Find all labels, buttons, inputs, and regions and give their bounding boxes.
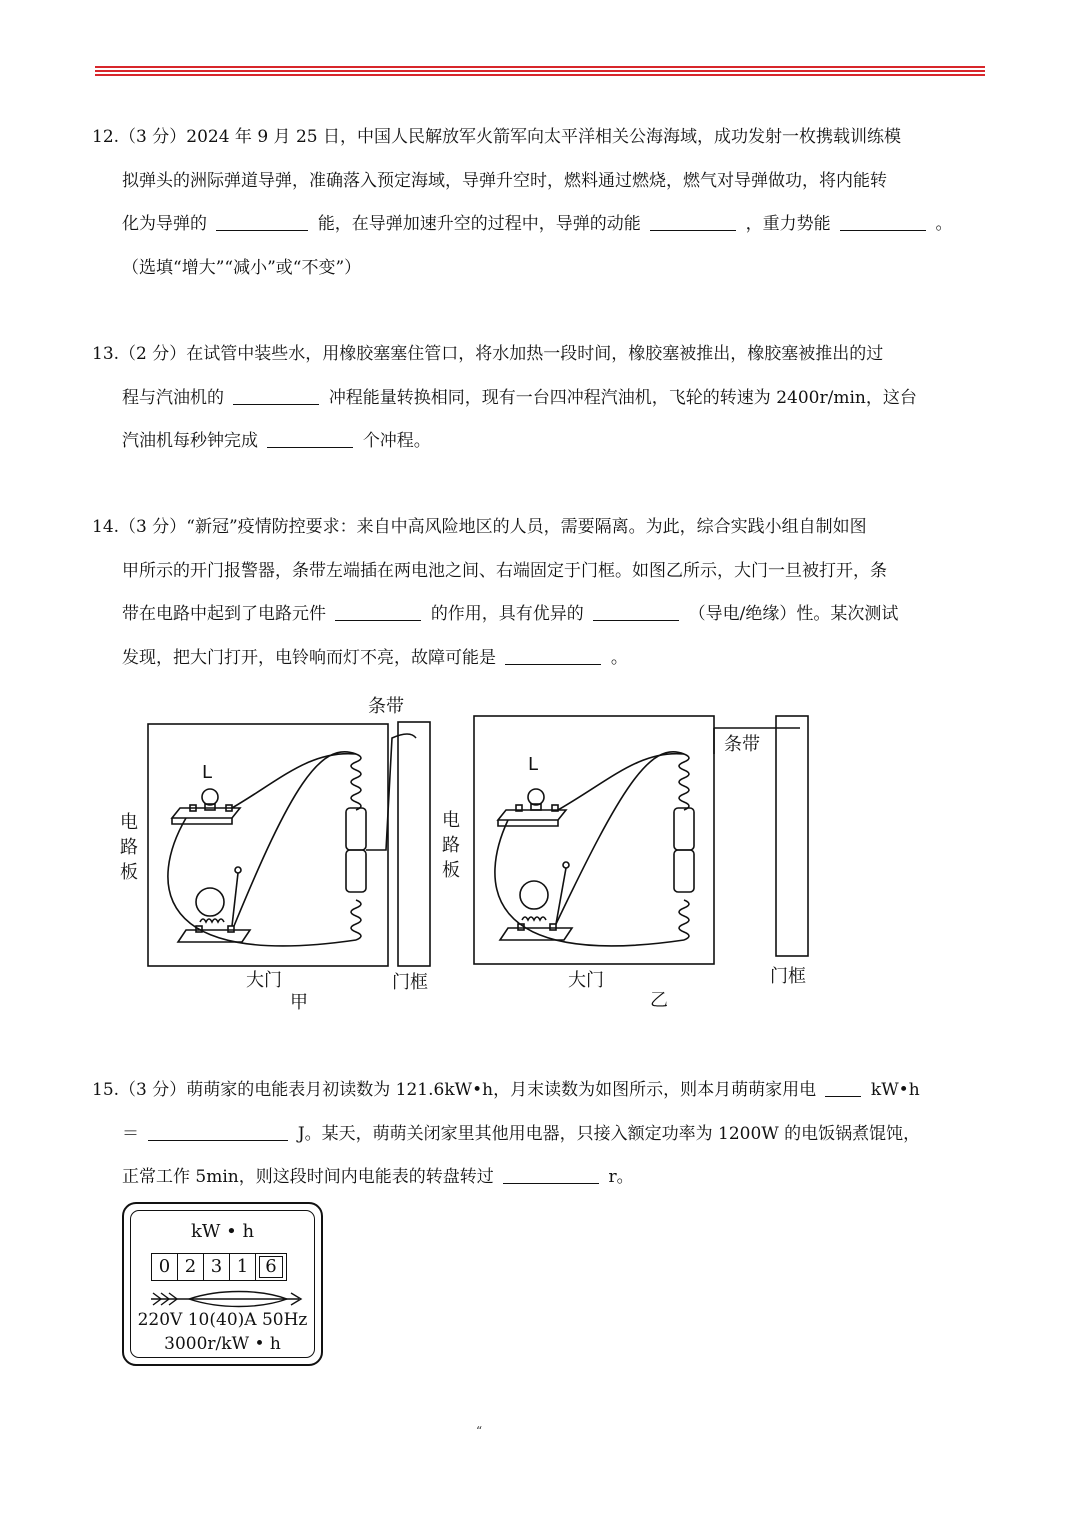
meter-unit: kW • h <box>190 1221 255 1242</box>
board-label-left-2: 路 <box>120 837 138 858</box>
q13-line-2 <box>92 377 992 421</box>
q12-text-3c: ，重力势能 <box>745 214 831 234</box>
energy-meter <box>122 1202 323 1366</box>
q12-text-3b: 能，在导弹加速升空的过程中，导弹的动能 <box>317 214 641 234</box>
wire-lamp-left <box>232 754 356 808</box>
q12-line-3 <box>92 203 992 247</box>
q15-text-3a: 正常工作 5min，则这段时间内电能表的转盘转过 <box>122 1167 494 1187</box>
q12-blank-1[interactable] <box>216 208 308 231</box>
q14-line-1: 14.（3 分）“新冠”疫情防控要求：来自中高风险地区的人员，需要隔离。为此，综合实践小组自制如图 <box>92 517 867 537</box>
meter-digits <box>151 1253 287 1281</box>
lamp-label-right: L <box>528 754 539 775</box>
door-label-left: 大门 <box>246 970 282 991</box>
meter-digit-5: 6 <box>259 1256 283 1278</box>
cell-bottom-left <box>346 850 366 892</box>
door-alarm-figure <box>110 690 830 1010</box>
board-label-left-1: 电 <box>120 812 138 833</box>
q14-text-3c: （导电/绝缘）性。某次测试 <box>688 604 899 624</box>
strip-label-right: 条带 <box>724 734 760 755</box>
board-label-left-3: 板 <box>120 862 138 883</box>
q15-line-2 <box>92 1113 992 1157</box>
q15-blank-3[interactable] <box>503 1161 599 1184</box>
q15-line-3 <box>92 1156 992 1200</box>
q13-text-3b: 个冲程。 <box>362 431 431 451</box>
cell-bottom-right <box>674 850 694 892</box>
q12-blank-2[interactable] <box>650 208 736 231</box>
q12-line-4: （选填“增大”“减小”或“不变”） <box>122 257 362 278</box>
q13-text-3a: 汽油机每秒钟完成 <box>122 431 258 451</box>
footer-mark: “ <box>476 1424 483 1438</box>
question-15 <box>92 1069 992 1200</box>
bell-left <box>196 888 224 916</box>
meter-spec-rating: 220V 10(40)A 50Hz <box>137 1310 308 1330</box>
q15-text-1b: kW•h <box>870 1080 920 1100</box>
meter-digit-3: 3 <box>204 1254 230 1280</box>
q13-line-1: 13.（2 分）在试管中装些水，用橡胶塞塞住管口，将水加热一段时间，橡胶塞被推出，橡胶塞被推出的过 <box>92 344 884 364</box>
spring-top-right <box>679 754 689 810</box>
spring-top-left <box>351 754 361 810</box>
q12-text-3a: 化为导弹的 <box>122 214 207 234</box>
lamp-bulb-left <box>202 789 218 805</box>
bell-right <box>520 881 548 909</box>
wire-lamp-right <box>558 754 684 810</box>
q15-blank-2[interactable] <box>148 1118 288 1141</box>
q14-line-2: 甲所示的开门报警器，条带左端插在两电池之间、右端固定于门框。如图乙所示，大门一旦被打开，条 <box>122 560 887 581</box>
header-rule <box>95 66 985 78</box>
board-label-right-2: 路 <box>442 835 460 856</box>
q15-blank-1[interactable] <box>825 1074 861 1097</box>
q14-blank-2[interactable] <box>593 598 679 621</box>
q15-text-2a: ＝ <box>122 1123 139 1144</box>
wire-loop-left <box>168 818 356 946</box>
lamp-label-left: L <box>202 762 213 783</box>
frame-label-right: 门框 <box>770 966 806 987</box>
q14-text-4a: 发现，把大门打开，电铃响而灯不亮，故障可能是 <box>122 647 496 668</box>
board-label-right-3: 板 <box>442 860 460 881</box>
q13-blank-1[interactable] <box>233 382 319 405</box>
q14-text-3a: 带在电路中起到了电路元件 <box>122 604 326 624</box>
board-label-right-1: 电 <box>442 810 460 831</box>
q12-text-3d: 。 <box>935 214 953 234</box>
caption-left: 甲 <box>290 992 308 1010</box>
door-frame-left <box>398 722 430 966</box>
q15-text-1a: 15.（3 分）萌萌家的电能表月初读数为 121.6kW•h，月末读数为如图所示，则本月萌萌家用电 <box>92 1080 817 1100</box>
spring-bottom-right <box>679 900 689 940</box>
lamp-bulb-right <box>528 789 544 805</box>
q15-line-1 <box>92 1069 992 1113</box>
question-13 <box>92 333 992 464</box>
caption-right: 乙 <box>650 990 668 1010</box>
meter-dial-arrow-icon <box>149 1287 309 1311</box>
question-12 <box>92 116 992 290</box>
q14-blank-3[interactable] <box>505 642 601 665</box>
question-14 <box>92 506 992 680</box>
meter-spec-constant: 3000r/kW • h <box>164 1334 281 1354</box>
q14-text-3b: 的作用，具有优异的 <box>430 604 584 624</box>
door-frame-right <box>776 716 808 956</box>
strip-label-left: 条带 <box>368 696 404 717</box>
q12-line-2: 拟弹头的洲际弹道导弹，准确落入预定海域，导弹升空时，燃料通过燃烧，燃气对导弹做功，将内能转 <box>122 170 887 191</box>
q14-line-3 <box>92 593 992 637</box>
cell-top-right <box>674 808 694 850</box>
q14-blank-1[interactable] <box>335 598 421 621</box>
spring-bottom-left <box>351 900 361 940</box>
meter-digit-4: 1 <box>230 1254 256 1280</box>
meter-digit-2: 2 <box>178 1254 204 1280</box>
strip-left <box>366 734 416 850</box>
q12-line-1: 12.（3 分）2024 年 9 月 25 日，中国人民解放军火箭军向太平洋相关公海海域，成功发射一枚携载训练模 <box>92 127 901 147</box>
q12-blank-3[interactable] <box>840 208 926 231</box>
q13-text-2a: 程与汽油机的 <box>122 387 224 408</box>
q13-blank-2[interactable] <box>267 425 353 448</box>
meter-digit-1: 0 <box>152 1254 178 1280</box>
cell-top-left <box>346 808 366 850</box>
q13-line-3 <box>92 420 992 464</box>
q14-text-4b: 。 <box>610 647 628 668</box>
q15-text-3b: r。 <box>608 1167 634 1187</box>
frame-label-left: 门框 <box>392 972 428 993</box>
q15-text-2b: J。某天，萌萌关闭家里其他用电器，只接入额定功率为 1200W 的电饭锅煮馄饨， <box>297 1123 921 1144</box>
meter-digit-decimal <box>256 1254 286 1280</box>
q13-text-2b: 冲程能量转换相同，现有一台四冲程汽油机，飞轮的转速为 2400r/min，这台 <box>328 387 917 408</box>
q14-line-4 <box>92 637 992 681</box>
door-label-right: 大门 <box>568 970 604 991</box>
wire-loop-right <box>495 820 684 946</box>
